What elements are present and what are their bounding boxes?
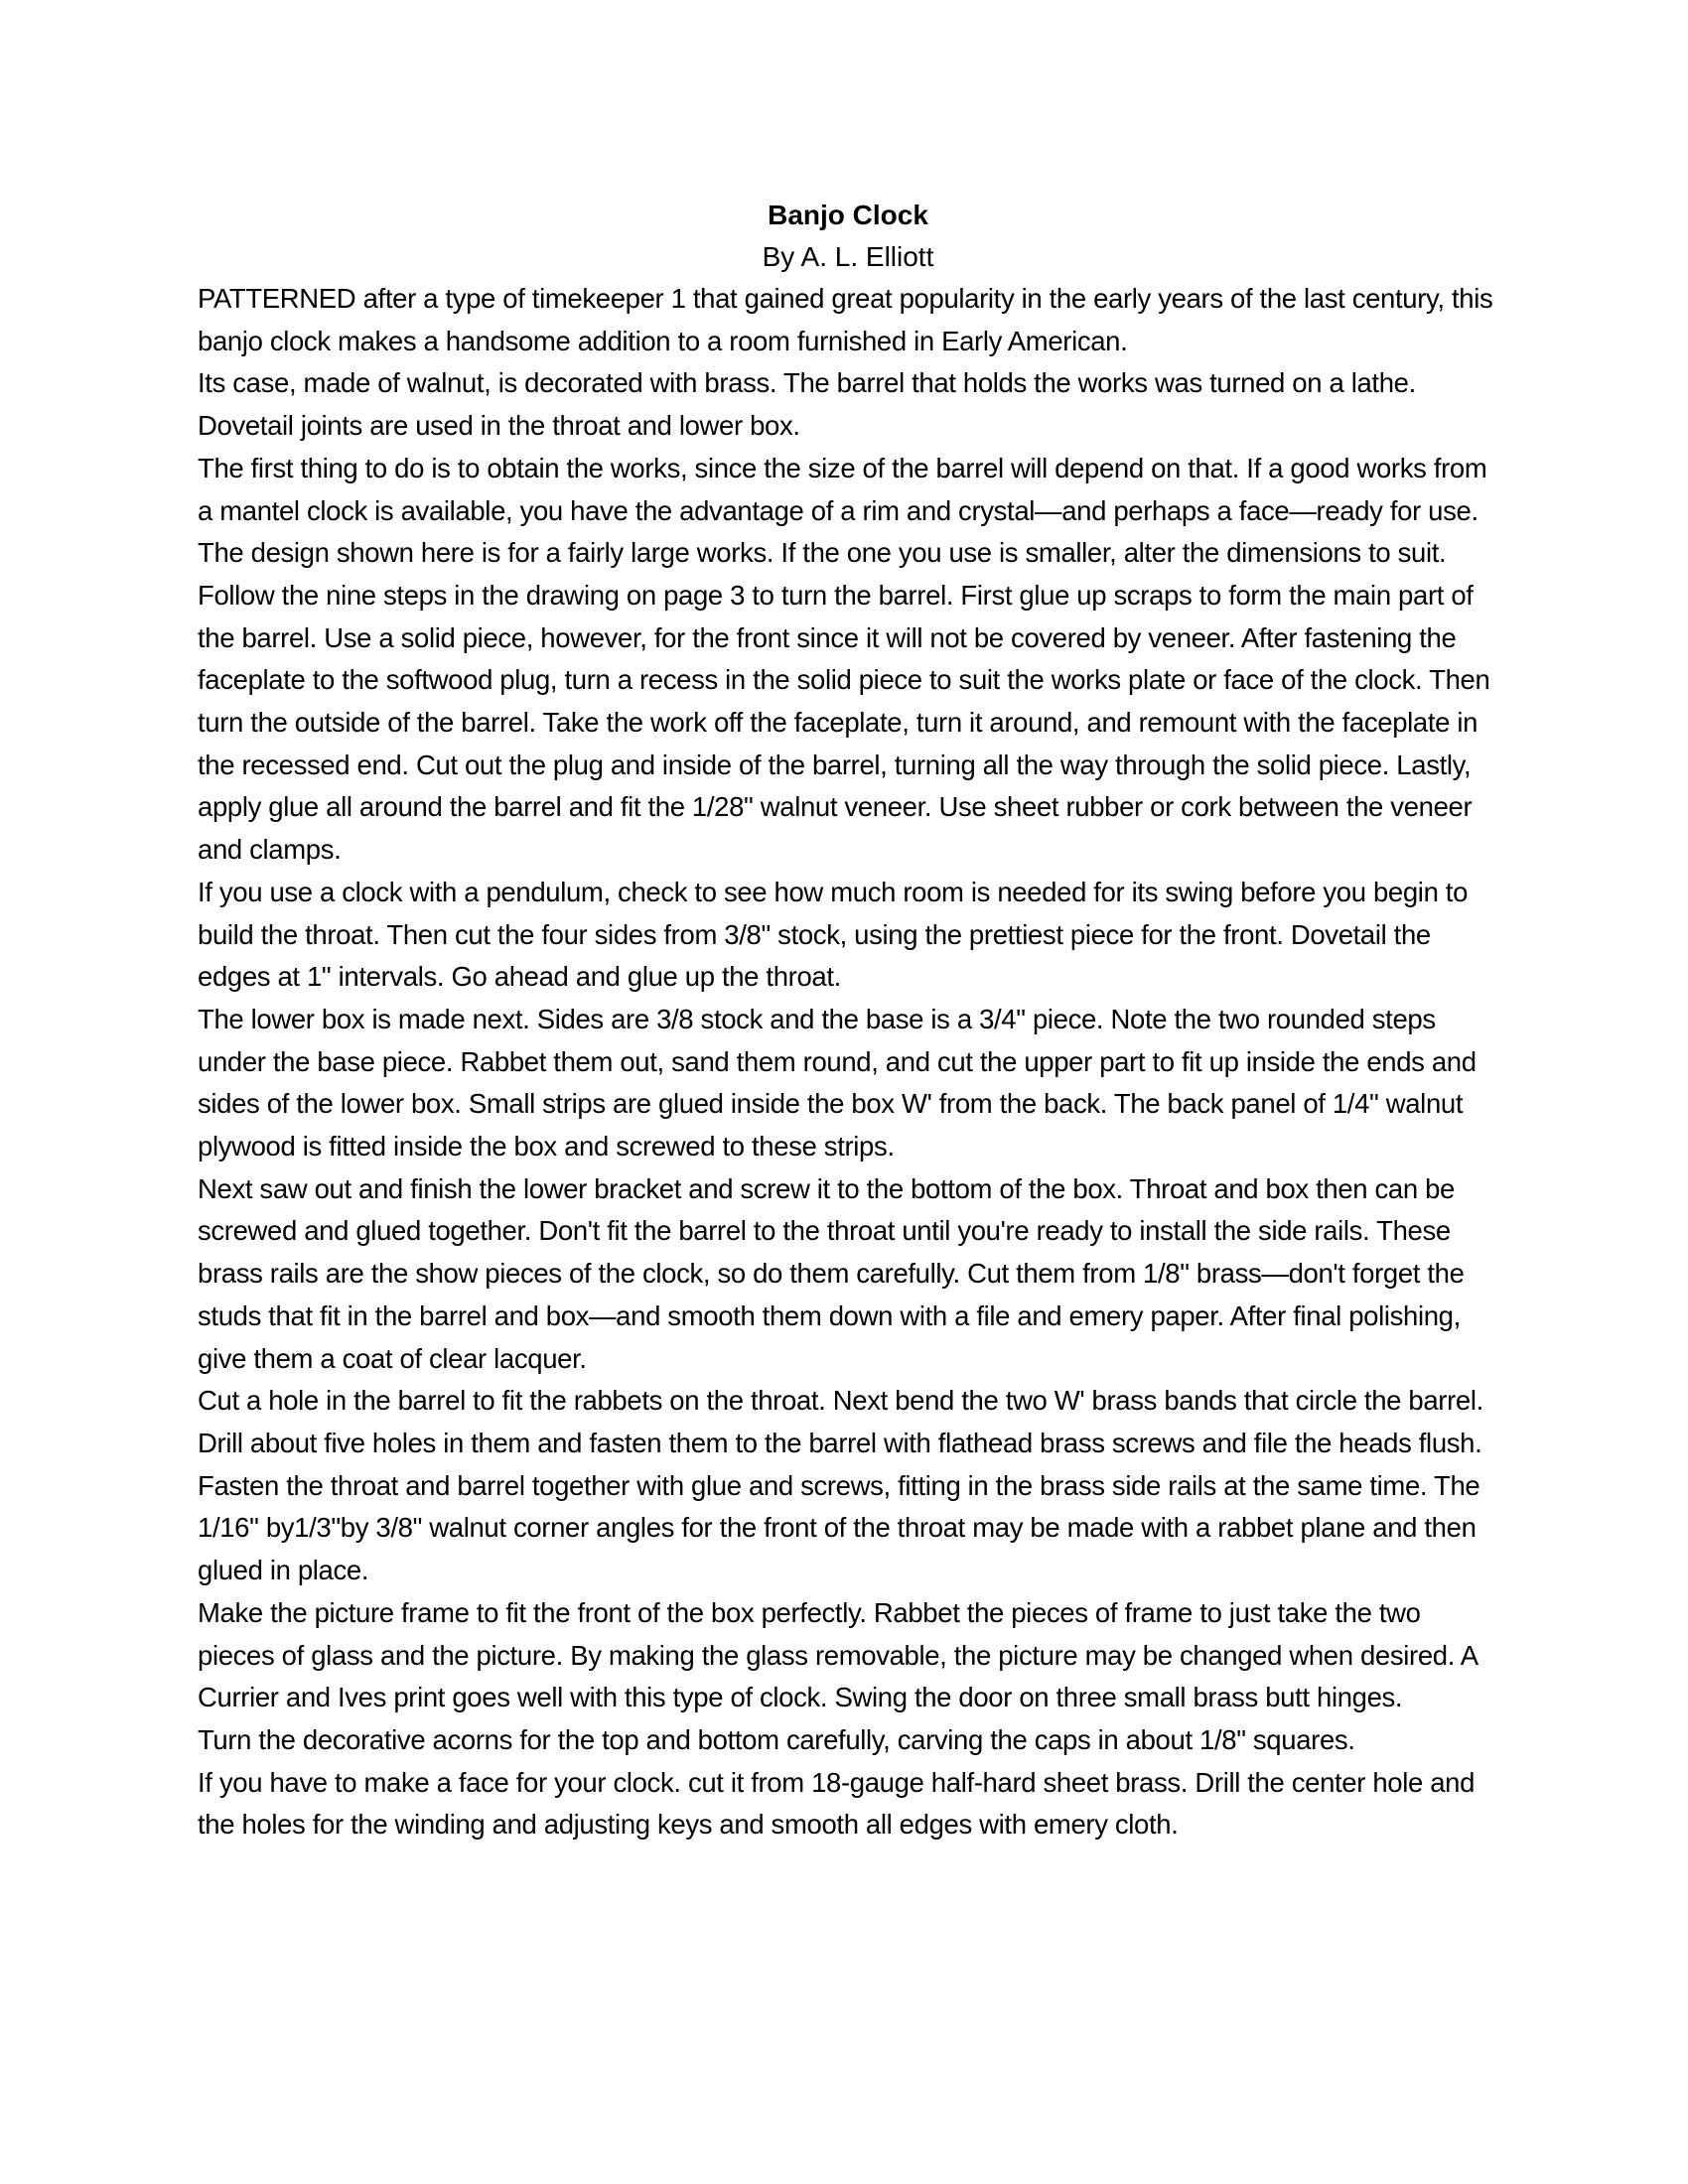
paragraph-8: Cut a hole in the barrel to fit the rabbets on the throat. Next bend the two W' brass bands that circle the barrel. Drill about five holes in them and fasten them to the barrel with flathead brass screws and file the heads flush. Fasten the throat and barrel together with glue and screws, fitting in the brass side rails at the same time. The 1/16" by1/3"by 3/8" walnut corner angles for the front of the throat may be made with a rabbet plane and then glued in place. bbox=[198, 1385, 1483, 1586]
document-title: Banjo Clock bbox=[768, 200, 928, 230]
paragraph-6: The lower box is made next. Sides are 3/8 stock and the base is a 3/4" piece. Note the two rounded steps under the base piece. Rabbet them out, sand them round, and cut the upper part to fit up inside the ends and sides of the lower box. Small strips are glued inside the box W' from the back. The back panel of 1/4" walnut plywood is fitted inside the box and screwed to these strips. bbox=[198, 1003, 1477, 1162]
paragraph-1: PATTERNED after a type of timekeeper 1 that gained great popularity in the early years of the last century, this banjo clock makes a handsome addition to a room furnished in Early American. bbox=[198, 283, 1493, 356]
paragraph-2: Its case, made of walnut, is decorated with brass. The barrel that holds the works was turned on a lathe. Dovetail joints are used in the throat and lower box. bbox=[198, 367, 1416, 442]
paragraph-10: Turn the decorative acorns for the top and bottom carefully, carving the caps in about 1/8" squares. bbox=[198, 1723, 1355, 1755]
document-byline: By A. L. Elliott bbox=[762, 241, 934, 272]
paragraph-11: If you have to make a face for your clock. cut it from 18-gauge half-hard sheet brass. Drill the center hole and the holes for the winding and adjusting keys and smooth all edges with emery cloth. bbox=[198, 1766, 1476, 1841]
paragraph-5: If you use a clock with a pendulum, check to see how much room is needed for its swing before you begin to build the throat. Then cut the four sides from 3/8" stock, using the prettiest piece for the front. Dovetail the edges at 1" intervals. Go ahead and glue up the throat. bbox=[198, 876, 1469, 993]
paragraph-9: Make the picture frame to fit the front of the box perfectly. Rabbet the pieces of frame to just take the two pieces of glass and the picture. By making the glass removable, the picture may be changed when desired. A Currier and Ives print goes well with this type of clock. Swing the door on three small brass butt hinges. bbox=[198, 1596, 1477, 1713]
paragraph-7: Next saw out and finish the lower bracket and screw it to the bottom of the box. Throat and box then can be screwed and glued together. Don't fit the barrel to the throat until you're ready to install the side rails. These brass rails are the show pieces of the clock, so do them carefully. Cut them from 1/8" brass—don't forget the studs that fit in the barrel and box—and smooth them down with a file and emery paper. After final polishing, give them a coat of clear lacquer. bbox=[198, 1172, 1465, 1374]
paragraph-3: The first thing to do is to obtain the works, since the size of the barrel will depend on that. If a good works from a mantel clock is available, you have the advantage of a rim and crystal—and perhaps a face—ready for use. The design shown here is for a fairly large works. If the one you use is smaller, alter the dimensions to suit. bbox=[198, 452, 1487, 569]
paragraph-4: Follow the nine steps in the drawing on page 3 to turn the barrel. First glue up scraps to form the main part of the barrel. Use a solid piece, however, for the front since it will not be covered by veneer. After fastening the faceplate to the softwood plug, turn a recess in the solid piece to suit the works plate or face of the clock. Then turn the outside of the barrel. Take the work off the faceplate, turn it around, and remount with the faceplate in the recessed end. Cut out the plug and inside of the barrel, turning all the way through the solid piece. Lastly, apply glue all around the barrel and fit the 1/28" walnut veneer. Use sheet rubber or cork between the veneer and clamps. bbox=[198, 579, 1490, 866]
document-page bbox=[198, 195, 1498, 1846]
